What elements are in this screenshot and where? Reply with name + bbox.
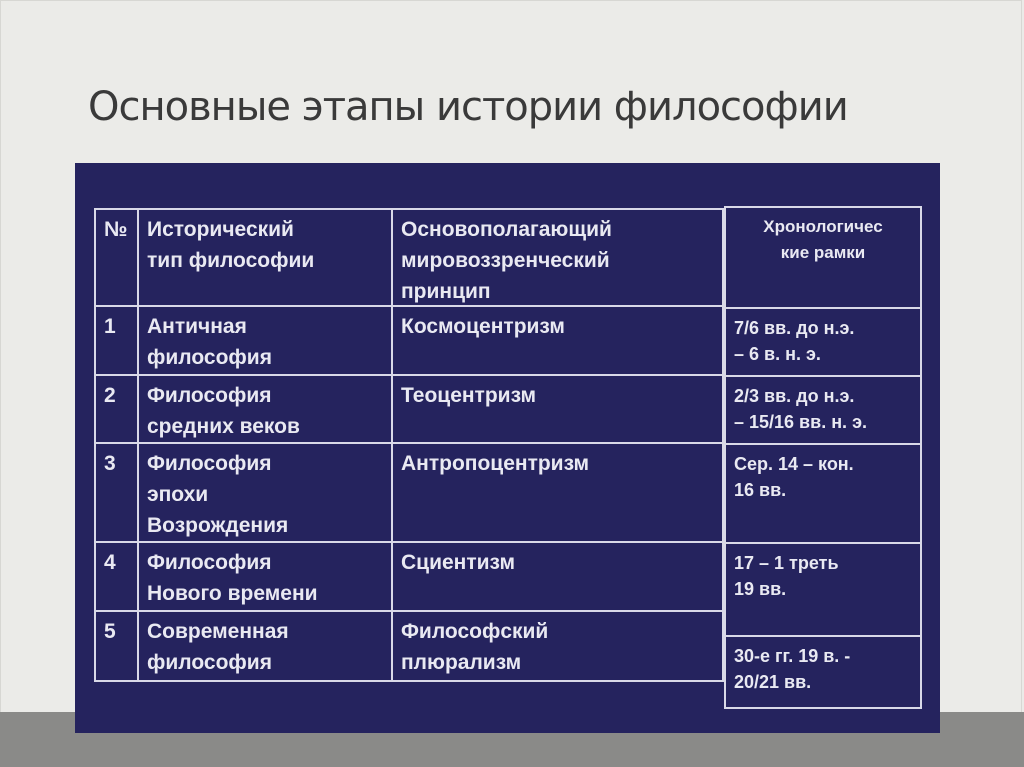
row-3-principle: Антропоцентризм [391,442,724,543]
header-num: № [94,208,139,307]
row-5-num: 5 [94,610,139,682]
header-principle: Основополагающий мировоззренческий принцип [391,208,724,307]
row-1-type: Античная философия [137,305,393,376]
row-2-num: 2 [94,374,139,444]
row-1-chronology: 7/6 вв. до н.э. – 6 в. н. э. [724,307,922,377]
row-2-principle: Теоцентризм [391,374,724,444]
row-3-type: Философия эпохи Возрождения [137,442,393,543]
header-type: Исторический тип философии [137,208,393,307]
row-5-principle: Философский плюрализм [391,610,724,682]
row-4-principle: Сциентизм [391,541,724,612]
row-2-chronology: 2/3 вв. до н.э. – 15/16 вв. н. э. [724,375,922,445]
row-5-type: Современная философия [137,610,393,682]
row-1-principle: Космоцентризм [391,305,724,376]
row-4-num: 4 [94,541,139,612]
row-4-type: Философия Нового времени [137,541,393,612]
slide-title: Основные этапы истории философии [88,84,848,130]
row-3-chronology: Сер. 14 – кон. 16 вв. [724,443,922,544]
row-3-num: 3 [94,442,139,543]
row-4-chronology: 17 – 1 треть 19 вв. [724,542,922,637]
row-5-chronology: 30-е гг. 19 в. - 20/21 вв. [724,635,922,709]
header-chronology: Хронологичес кие рамки [724,206,922,309]
row-2-type: Философия средних веков [137,374,393,444]
row-1-num: 1 [94,305,139,376]
